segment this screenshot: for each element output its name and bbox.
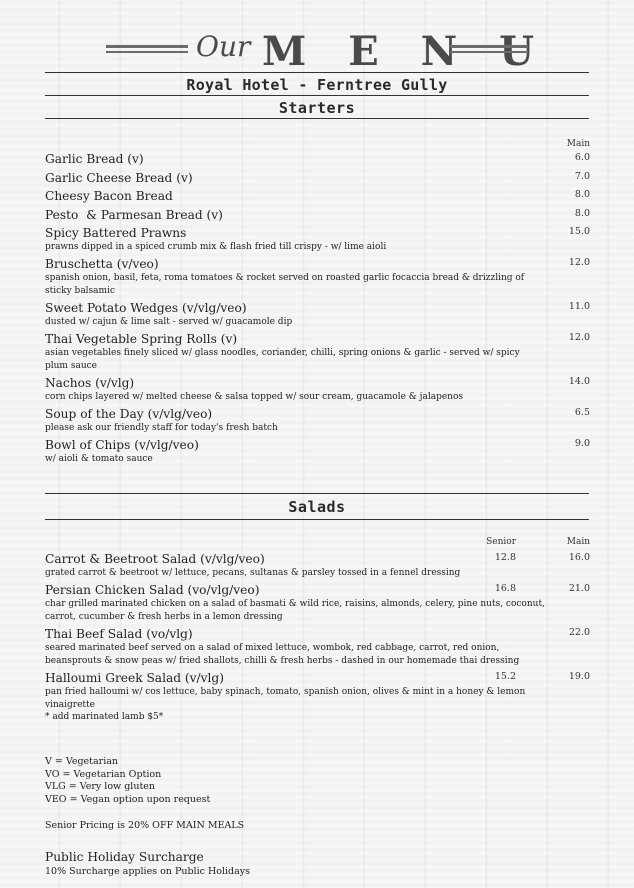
rule [45,118,589,119]
item-description: pan fried halloumi w/ cos lettuce, baby spinach, tomato, spanish onion, olives & mint in a honey & lemon vinaigrette [45,687,526,710]
item-description: asian vegetables finely sliced w/ glass noodles, coriander, chilli, spring onions & garlic - served w/ spicy plum sauce [45,348,520,371]
salads-col-senior: Senior [486,537,516,547]
dietary-legend [45,756,210,806]
menu-item [45,331,545,372]
item-name: Garlic Bread (v) [45,152,144,166]
item-price-main: 11.0 [568,301,590,312]
item-name: Halloumi Greek Salad (v/vlg) [45,671,224,685]
item-description: corn chips layered w/ melted cheese & salsa topped w/ sour cream, guacamole & jalapenos [45,392,463,402]
item-description: w/ aioli & tomato sauce [45,454,153,464]
item-name: Bruschetta (v/veo) [45,257,159,271]
item-name: Soup of the Day (v/vlg/veo) [45,407,213,421]
surcharge-text: 10% Surcharge applies on Public Holidays [45,866,251,877]
item-name: Sweet Potato Wedges (v/vlg/veo) [45,301,247,315]
legend-item: VO = Vegetarian Option [45,768,162,780]
menu-item [45,437,545,466]
menu-item [45,151,545,167]
item-name: Spicy Battered Prawns [45,226,187,240]
rule [45,493,589,494]
item-name: Persian Chicken Salad (vo/vlg/veo) [45,583,260,597]
item-name: Bowl of Chips (v/vlg/veo) [45,438,199,452]
hotel-name: Royal Hotel - Ferntree Gully [186,76,448,94]
item-name: Carrot & Beetroot Salad (v/vlg/veo) [45,552,265,566]
menu-item [45,170,545,186]
item-description: grated carrot & beetroot w/ lettuce, pecans, sultanas & parsley tossed in a fennel dressing [45,568,461,578]
legend-item: V = Vegetarian [45,756,119,767]
surcharge-title: Public Holiday Surcharge [45,850,204,864]
item-description: dusted w/ cajun & lime salt - served w/ guacamole dip [45,317,293,327]
menu-item [45,406,545,435]
item-name: Pesto & Parmesan Bread (v) [45,208,223,222]
menu-item [45,225,545,254]
item-price-main: 14.0 [568,376,590,387]
rule [45,95,589,96]
salads-title: Salads [288,498,346,516]
header-rule-right [450,45,528,53]
starters-col-main: Main [566,139,590,149]
menu-item [45,256,545,297]
item-name: Garlic Cheese Bread (v) [45,171,193,185]
item-price-senior: 12.8 [494,552,516,563]
item-price-main: 9.0 [574,438,590,449]
item-description: please ask our friendly staff for today's fresh batch [45,423,278,433]
rule [45,519,589,520]
senior-pricing-note: Senior Pricing is 20% OFF MAIN MEALS [45,820,245,831]
menu-item [45,207,545,223]
menu-item [45,626,545,667]
item-price-main: 12.0 [568,332,590,343]
legend-item: VEO = Vegan option upon request [45,793,211,805]
item-description: prawns dipped in a spiced crumb mix & flash fried till crispy - w/ lime aioli [45,242,387,252]
starters-title: Starters [278,99,356,117]
header-rule-left [106,45,188,53]
menu-item [45,188,545,204]
item-name: Cheesy Bacon Bread [45,189,173,203]
item-price-main: 8.0 [574,208,590,219]
item-price-main: 22.0 [568,627,590,638]
rule [45,72,589,73]
item-name: Thai Vegetable Spring Rolls (v) [45,332,238,346]
item-price-main: 8.0 [574,189,590,200]
item-name: Nachos (v/vlg) [45,376,135,390]
menu-item [45,375,545,404]
item-price-main: 6.0 [574,152,590,163]
item-description: spanish onion, basil, feta, roma tomatoes & rocket served on roasted garlic focaccia bread & drizzling of sticky balsamic [45,273,525,296]
header-menu-title: M E N U [262,28,548,75]
item-price-main: 6.5 [574,407,590,418]
item-price-senior: 16.8 [494,583,516,594]
item-description: seared marinated beef served on a salad of mixed lettuce, wombok, red cabbage, carrot, red onion, beansprouts & snow peas w/ fried shallots, chilli & fresh herbs - dashed in our homemade thai dressing [45,643,520,666]
item-price-senior: 15.2 [494,671,516,682]
item-extra: * add marinated lamb $5* [45,712,164,722]
item-price-main: 16.0 [568,552,590,563]
legend-item: VLG = Very low gluten [45,781,156,792]
item-price-main: 21.0 [568,583,590,594]
item-price-main: 12.0 [568,257,590,268]
header-our: Our [196,30,251,63]
item-description: char grilled marinated chicken on a salad of basmati & wild rice, raisins, almonds, celery, pine nuts, coconut, carrot, cucumber & fresh herbs in a lemon dressing [45,599,545,622]
item-price-main: 7.0 [574,171,590,182]
item-price-main: 15.0 [568,226,590,237]
menu-item [45,300,545,329]
item-name: Thai Beef Salad (vo/vlg) [45,627,193,641]
item-price-main: 19.0 [568,671,590,682]
salads-col-main: Main [566,537,590,547]
